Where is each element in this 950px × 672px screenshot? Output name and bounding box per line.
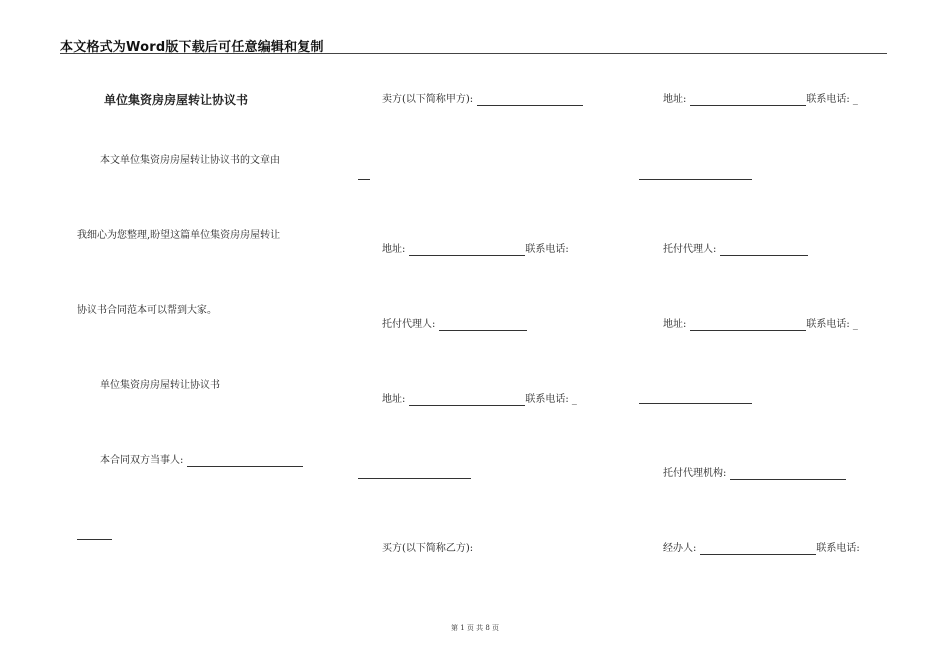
seller-address-blank <box>409 245 525 256</box>
col3-agent-blank <box>720 245 808 256</box>
seller-blank-continuation <box>358 179 370 180</box>
agency-row <box>663 468 846 480</box>
seller-agent-address-row <box>382 394 577 406</box>
seller-address-row <box>382 244 569 256</box>
intro-paragraph-line-3: 协议书合同范本可以帮到大家。 <box>77 305 217 316</box>
col3-address-row-1 <box>663 94 858 106</box>
page-footer: 第 1 页 共 8 页 <box>450 624 500 632</box>
col3-address-row-2 <box>663 319 858 331</box>
seller-blank <box>477 95 583 106</box>
seller-agent-blank <box>439 320 527 331</box>
seller-label-text: 卖方(以下简称甲方): <box>382 94 474 105</box>
col3-address-label-1: 地址: <box>663 94 687 105</box>
handler-blank <box>700 544 816 555</box>
col3-address-blank-1 <box>690 95 806 106</box>
document-title: 单位集资房房屋转让协议书 <box>104 93 249 107</box>
seller-agent-address-label: 地址: <box>382 394 406 405</box>
parties-blank <box>187 456 303 467</box>
continuation-blank <box>77 539 112 540</box>
seller-label <box>382 94 583 106</box>
seller-phone-label: 联系电话: <box>525 244 569 255</box>
col3-agent-row <box>663 244 808 256</box>
seller-agent-row <box>382 319 527 331</box>
seller-agent-phone-label: 联系电话: _ <box>525 394 577 405</box>
seller-agent-phone-blank <box>358 478 471 479</box>
handler-row <box>663 543 860 555</box>
agency-label: 托付代理机构: <box>663 468 727 479</box>
header-rule <box>60 53 887 54</box>
col3-phone-label-2: 联系电话: _ <box>806 319 858 330</box>
intro-paragraph-line-2: 我细心为您整理,盼望这篇单位集资房房屋转让 <box>77 230 281 241</box>
seller-agent-address-blank <box>409 395 525 406</box>
intro-paragraph-line-1: 本文单位集资房房屋转让协议书的文章由 <box>100 155 280 166</box>
handler-phone-label: 联系电话: <box>816 543 860 554</box>
col3-phone-blank-2 <box>639 403 752 404</box>
section-heading: 单位集资房房屋转让协议书 <box>100 380 220 391</box>
seller-address-label: 地址: <box>382 244 406 255</box>
handler-label: 经办人: <box>663 543 697 554</box>
col3-address-blank-2 <box>690 320 806 331</box>
col3-address-label-2: 地址: <box>663 319 687 330</box>
parties-label <box>100 455 303 467</box>
agency-blank <box>730 469 846 480</box>
buyer-label: 买方(以下简称乙方): <box>382 543 474 554</box>
col3-agent-label: 托付代理人: <box>663 244 717 255</box>
parties-label-text: 本合同双方当事人: <box>100 455 184 466</box>
col3-phone-label-1: 联系电话: _ <box>806 94 858 105</box>
col3-phone-blank-1 <box>639 179 752 180</box>
seller-agent-label: 托付代理人: <box>382 319 436 330</box>
document-header: 本文格式为Word版下载后可任意编辑和复制 <box>60 40 324 55</box>
